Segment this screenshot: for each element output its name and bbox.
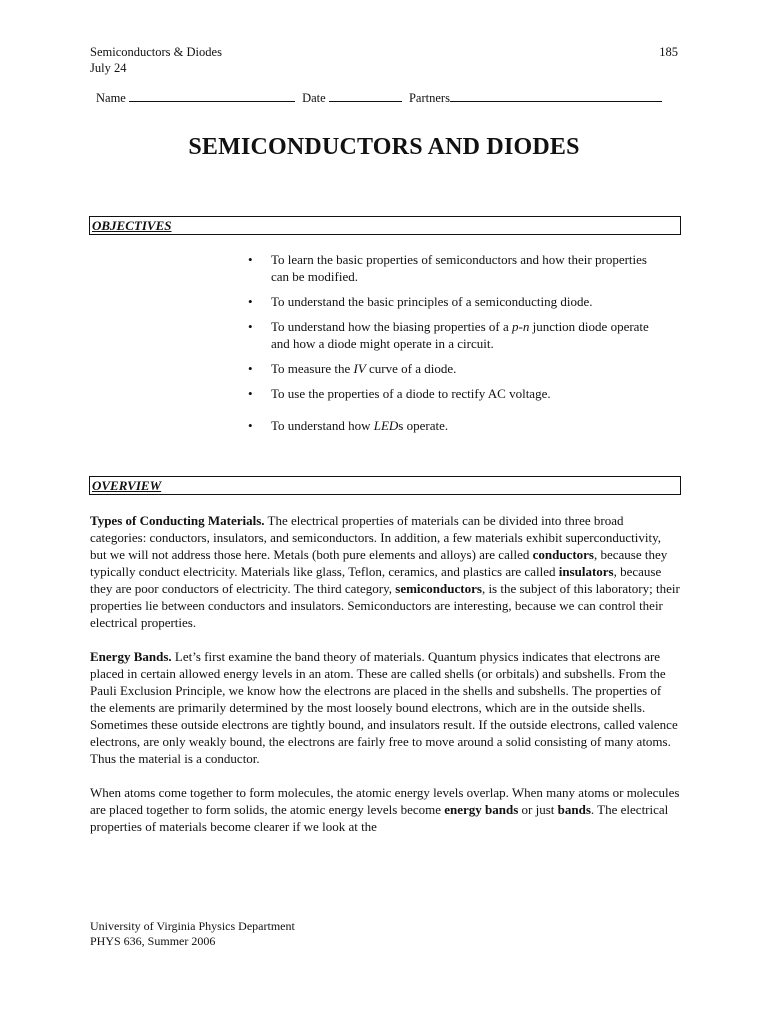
list-item: • To measure the IV curve of a diode.: [248, 361, 457, 376]
page-footer: [90, 919, 295, 949]
list-item: • To understand how LEDs operate.: [248, 418, 449, 433]
running-header: [90, 44, 222, 76]
name-field[interactable]: [129, 90, 295, 102]
footer-course: PHYS 636, Summer 2006: [90, 934, 216, 948]
partners-field[interactable]: [450, 90, 662, 102]
student-info-line: [96, 90, 666, 106]
bullet-icon: •: [248, 294, 253, 309]
paragraph-conducting-materials: Types of Conducting Materials. The electrical properties of materials can be divided into three broad categories: conductors, insulators, and semiconductors. In addition, a few materials exhibit superconductivity, but we will not address those here. Metals (both pure elements and alloys) are called conductors, because they typically conduct electricity. Materials like glass, Teflon, ceramics, and plastics are called insulators, because they are poor conductors of electricity. The third category, semiconductors, is the subject of this laboratory; their properties lie between conductors and insulators. Semiconductors are interesting, because we can control their electrical properties.: [90, 513, 680, 630]
header-date: July 24: [90, 61, 127, 75]
objectives-list: [246, 251, 666, 442]
paragraph-heading: Types of Conducting Materials.: [90, 513, 265, 528]
partners-label: Partners: [408, 91, 450, 105]
page-title: SEMICONDUCTORS AND DIODES: [188, 134, 580, 160]
overview-section-header: [89, 476, 681, 495]
date-field[interactable]: [329, 90, 402, 102]
list-item: • To understand the basic principles of a semiconducting diode.: [248, 294, 593, 309]
course-title: Semiconductors & Diodes: [90, 45, 222, 59]
overview-heading: OVERVIEW: [92, 478, 162, 493]
name-label: Name: [96, 91, 126, 105]
bullet-icon: •: [248, 319, 253, 334]
objectives-heading: OBJECTIVES: [92, 218, 172, 233]
list-item: • To use the properties of a diode to rectify AC voltage.: [248, 386, 551, 401]
page-number: 185: [659, 45, 678, 59]
paragraph-energy-levels: When atoms come together to form molecules, the atomic energy levels overlap. When many atoms or molecules are placed together to form solids, the atomic energy levels become energy bands or just bands. The electrical properties of materials become clearer if we look at the: [90, 785, 680, 834]
bullet-icon: •: [248, 386, 253, 401]
paragraph-energy-bands: Energy Bands. Let’s first examine the band theory of materials. Quantum physics indicates that electrons are placed in certain allowed energy levels in an atom. These are called shells (or orbitals) and subshells. From the Pauli Exclusion Principle, we know how the electrons are placed in the shells and subshells. The properties of the elements are primarily determined by the most loosely bound electrons, which are in the outside shells. Sometimes these outside electrons are tightly bound, and insulators result. If the outside electrons, called valence electrons, are only weakly bound, the electrons are fairly free to move around a solid consisting of many atoms. Thus the material is a conductor.: [90, 649, 678, 766]
bullet-icon: •: [248, 418, 253, 433]
footer-department: University of Virginia Physics Department: [90, 919, 295, 933]
bullet-icon: •: [248, 252, 253, 267]
paragraph-heading: Energy Bands.: [90, 649, 172, 664]
objectives-section-header: [89, 216, 681, 235]
bullet-icon: •: [248, 361, 253, 376]
list-item: • To understand how the biasing properties of a p-n junction diode operate and how a diode might operate in a circuit.: [248, 319, 649, 351]
list-item: • To learn the basic properties of semiconductors and how their properties can be modified.: [248, 252, 647, 284]
overview-body: [90, 512, 680, 852]
date-label: Date: [302, 91, 326, 105]
